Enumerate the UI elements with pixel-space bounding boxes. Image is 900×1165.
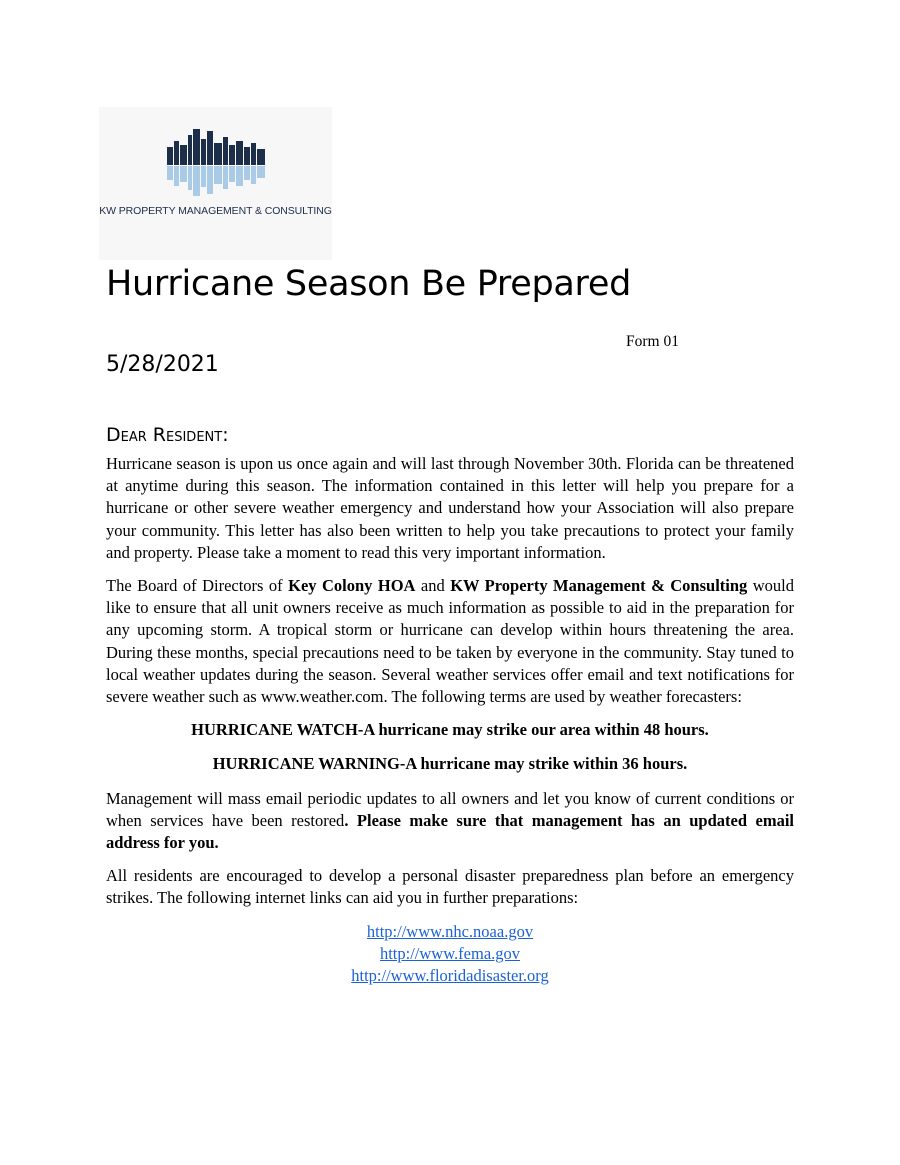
- letter-body: [106, 453, 794, 987]
- link-nhc[interactable]: http://www.nhc.noaa.gov: [366, 921, 534, 941]
- paragraph-board: [106, 575, 794, 708]
- paragraph-board-and: and: [415, 576, 451, 596]
- email-update-notice: . Please make sure that management has an updated email address for you.: [106, 810, 795, 853]
- form-number: Form 01: [626, 333, 679, 350]
- link-fema[interactable]: http://www.fema.gov: [379, 943, 521, 963]
- salutation: Dear Resident:: [106, 424, 229, 446]
- logo-company-name: KW PROPERTY MANAGEMENT & CONSULTING: [99, 205, 332, 217]
- page-title: Hurricane Season Be Prepared: [106, 264, 632, 304]
- paragraph-intro: Hurricane season is upon us once again and will last through November 30th. Florida can be threatened at anytime during this season. The information contained in this letter will help you prepare for a hurricane or other severe weather emergency and understand how your Association will also prepare your community. This letter has also been written to help you take precautions to protect your family and property. Please take a moment to read this very important information.: [106, 454, 794, 562]
- letter-date: 5/28/2021: [106, 352, 219, 377]
- paragraph-management-text: Management will mass email periodic updates to all owners and let you know of current conditions or when services have been restored: [106, 788, 794, 830]
- hurricane-watch-definition: HURRICANE WATCH-A hurricane may strike our area within 48 hours.: [191, 720, 709, 740]
- resource-links: [106, 921, 794, 988]
- company-name: KW Property Management & Consulting: [450, 576, 748, 596]
- hoa-name: Key Colony HOA: [288, 576, 416, 596]
- hurricane-warning-definition: HURRICANE WARNING-A hurricane may strike within 36 hours.: [212, 754, 688, 774]
- paragraph-preparedness: All residents are encouraged to develop a personal disaster preparedness plan before an emergency strikes. The following internet links can aid you in further preparations:: [106, 866, 794, 908]
- paragraph-board-text: The Board of Directors of: [106, 576, 289, 596]
- company-logo: [99, 107, 332, 260]
- paragraph-board-rest: would like to ensure that all unit owners receive as much information as possible to aid in the preparation for any upcoming storm. A tropical storm or hurricane can develop within hours threatening the area. During these months, special precautions need to be taken by everyone in the community. Stay tuned to local weather updates during the season. Several weather services offer email and text notifications for severe weather such as www.weather.com. The following terms are used by weather forecasters:: [106, 576, 794, 707]
- link-florida-disaster[interactable]: http://www.floridadisaster.org: [351, 966, 549, 986]
- skyline-logo-icon: [165, 125, 267, 203]
- paragraph-management: [106, 788, 794, 855]
